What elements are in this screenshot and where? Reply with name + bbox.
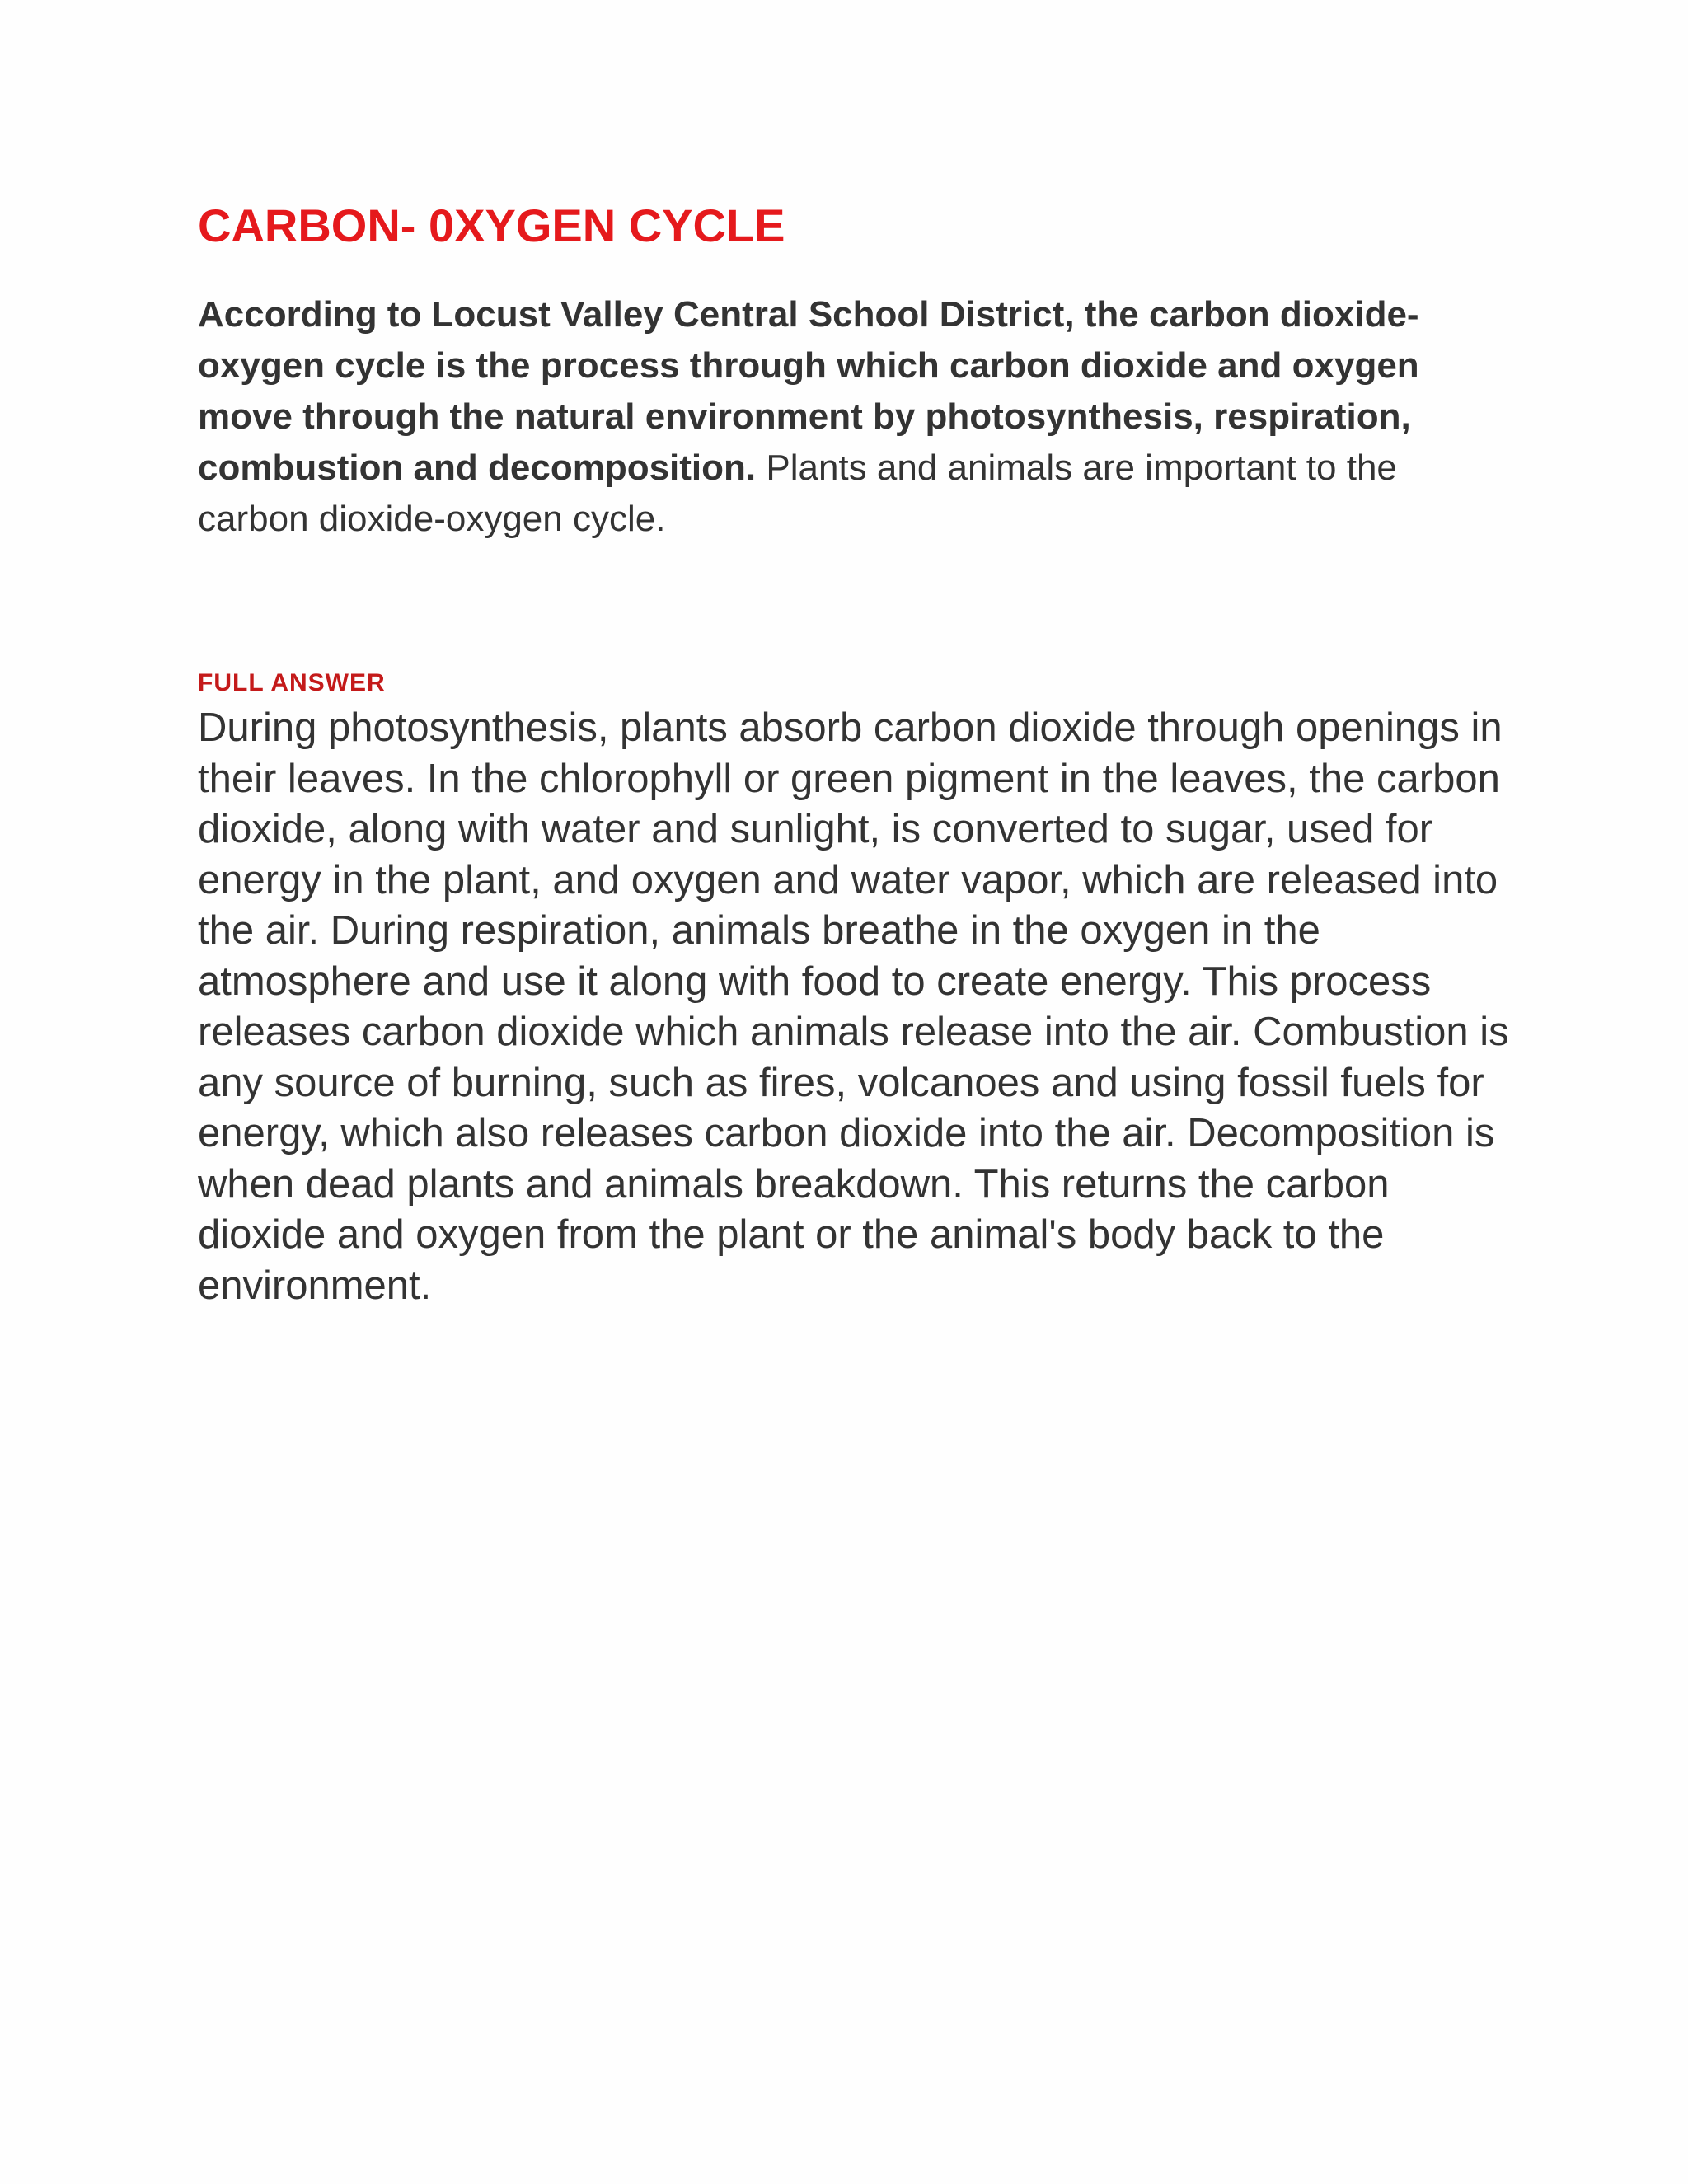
summary-regular-text: Plants and animals are important to the carbon dioxide-oxygen cycle. bbox=[198, 448, 1397, 540]
full-answer-text: During photosynthesis, plants absorb carbon dioxide through openings in their leaves. In the chlorophyll or green pigment in the leaves, the carbon dioxide, along with water and sunlight, is converted to sugar, used for energy in the plant, and oxygen and water vapor, which are released into the air. During respiration, animals breathe in the oxygen in the atmosphere and use it along with food to create energy. This process releases carbon dioxide which animals release into the air. Combustion is any source of burning, such as fires, volcanoes and using fossil fuels for energy, which also releases carbon dioxide into the air. Decomposition is when dead plants and animals breakdown. This returns the carbon dioxide and oxygen from the plant or the animal's body back to the environment. bbox=[198, 705, 1509, 1308]
summary-bold-text: According to Locust Valley Central School District, the carbon dioxide-oxygen cycle is the process through which carbon dioxide and oxygen move through the natural environment by photosynthesis, respiration, combustion and decomposition. bbox=[198, 294, 1419, 489]
summary-paragraph bbox=[198, 289, 1517, 545]
full-answer-label: FULL ANSWER bbox=[198, 669, 386, 697]
document-content bbox=[198, 198, 1517, 1311]
document-title: CARBON- 0XYGEN CYCLE bbox=[198, 199, 785, 251]
